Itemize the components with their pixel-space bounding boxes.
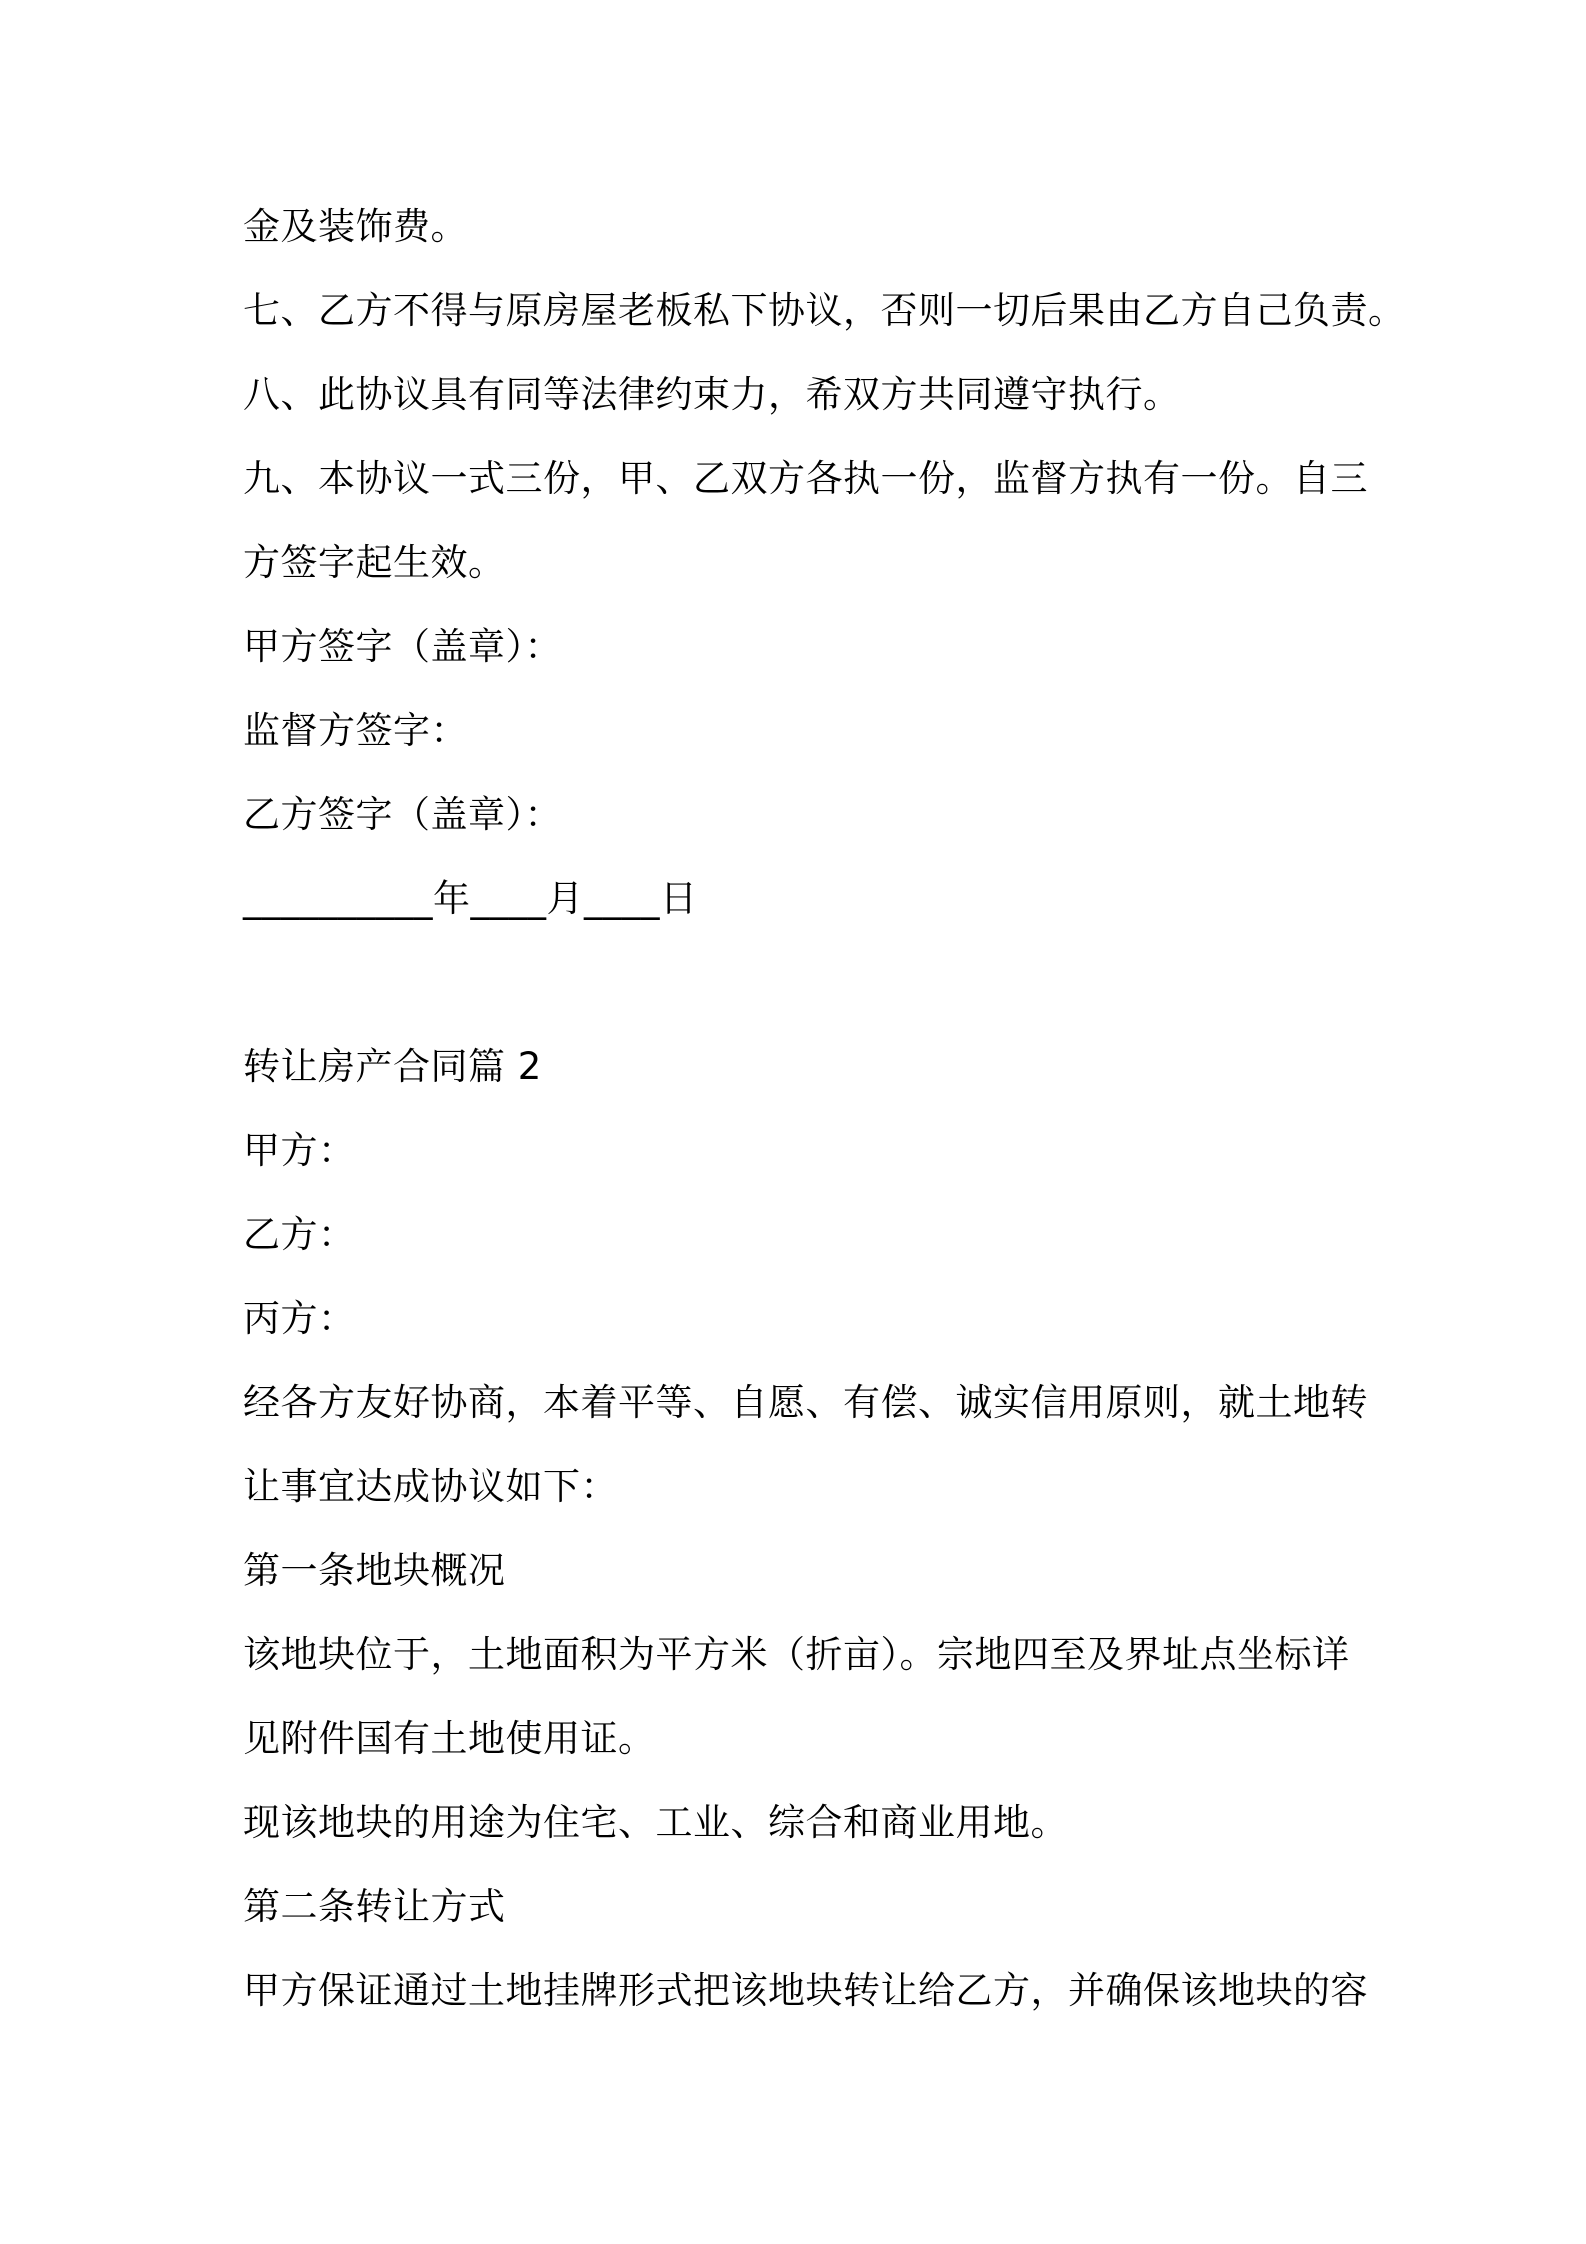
date-line: __________年____月____日 — [243, 877, 698, 920]
paragraph-line: 见附件国有土地使用证。 — [243, 1717, 656, 1760]
paragraph-line: 金及装饰费。 — [243, 205, 468, 248]
paragraph-line: 八、此协议具有同等法律约束力，希双方共同遵守执行。 — [243, 373, 1181, 416]
article-heading: 第一条地块概况 — [243, 1549, 506, 1592]
paragraph-line: 让事宜达成协议如下： — [243, 1465, 618, 1508]
party-c-label: 丙方： — [243, 1297, 356, 1340]
section-title: 转让房产合同篇 2 — [243, 1045, 542, 1088]
article-heading: 第二条转让方式 — [243, 1885, 506, 1928]
paragraph-line: 七、乙方不得与原房屋老板私下协议，否则一切后果由乙方自己负责。 — [243, 289, 1406, 332]
paragraph-line: 九、本协议一式三份，甲、乙双方各执一份，监督方执有一份。自三 — [243, 457, 1368, 500]
signature-line-party-b: 乙方签字（盖章）： — [243, 793, 562, 836]
signature-line-party-a: 甲方签字（盖章）： — [243, 625, 562, 668]
paragraph-line: 经各方友好协商，本着平等、自愿、有偿、诚实信用原则，就土地转 — [243, 1381, 1368, 1424]
paragraph-line: 方签字起生效。 — [243, 541, 506, 584]
party-b-label: 乙方： — [243, 1213, 356, 1256]
signature-line-supervisor: 监督方签字： — [243, 709, 468, 752]
party-a-label: 甲方： — [243, 1129, 356, 1172]
paragraph-line: 现该地块的用途为住宅、工业、综合和商业用地。 — [243, 1801, 1068, 1844]
paragraph-line: 甲方保证通过土地挂牌形式把该地块转让给乙方，并确保该地块的容 — [243, 1969, 1368, 2012]
paragraph-line: 该地块位于，土地面积为平方米（折亩）。宗地四至及界址点坐标详 — [243, 1633, 1350, 1676]
